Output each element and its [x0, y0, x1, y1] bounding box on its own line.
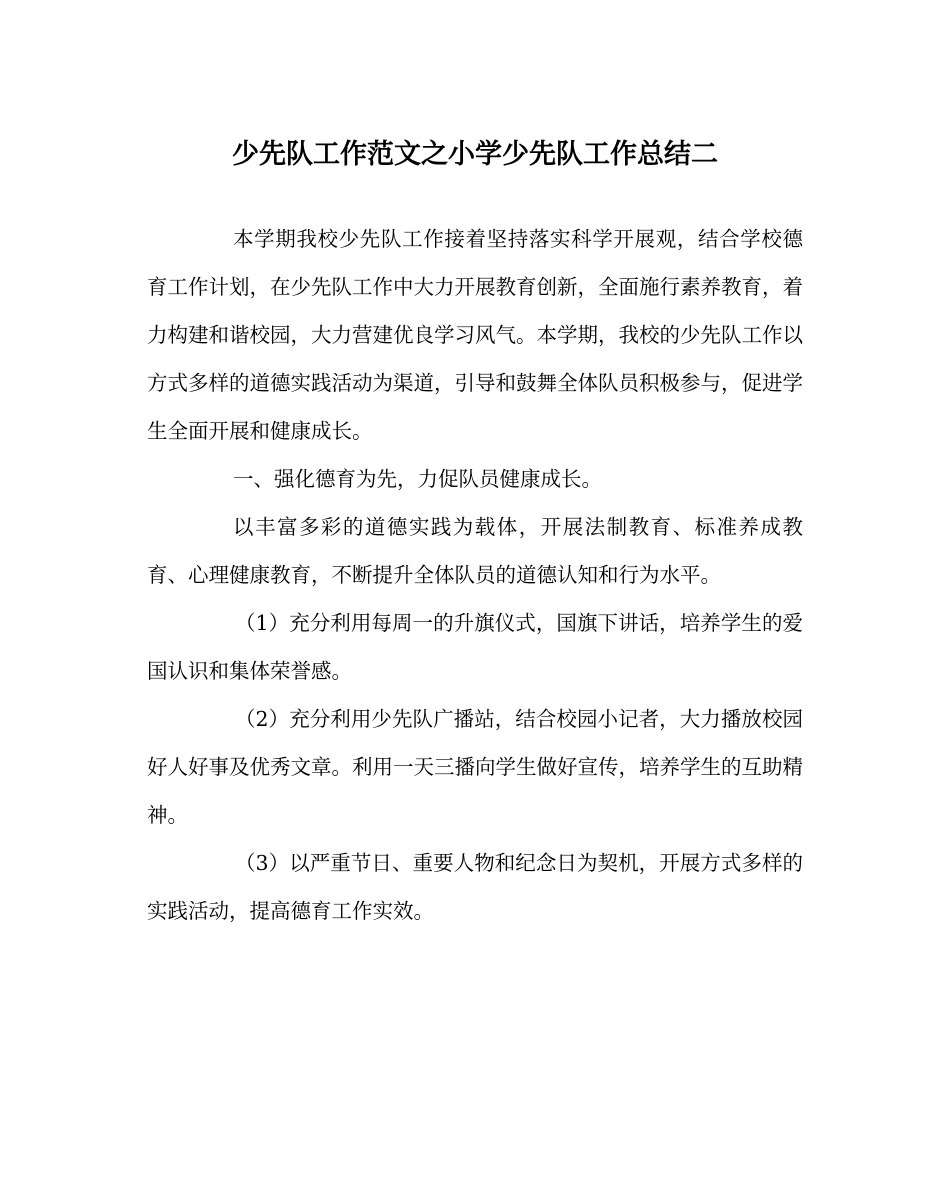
list-item-3: （3）以严重节日、重要人物和纪念日为契机，开展方式多样的实践活动，提高德育工作实效。 [147, 851, 803, 923]
list-item-2: （2）充分利用少先队广播站，结合校园小记者，大力播放校园好人好事及优秀文章。利用一天三播向学生做好宣传，培养学生的互助精神。 [147, 707, 803, 827]
paragraph-intro: 本学期我校少先队工作接着坚持落实科学开展观，结合学校德育工作计划，在少先队工作中大力开展教育创新，全面施行素养教育，着力构建和谐校园，大力营建优良学习风气。本学期，我校的少先队工作以方式多样的道德实践活动为渠道，引导和鼓舞全体队员积极参与，促进学生全面开展和健康成长。 [147, 227, 803, 443]
document-body [147, 215, 803, 935]
document-title: 少先队工作范文之小学少先队工作总结二 [232, 139, 718, 170]
paragraph-moral-practice: 以丰富多彩的道德实践为载体，开展法制教育、标准养成教育、心理健康教育，不断提升全体队员的道德认知和行为水平。 [147, 515, 803, 587]
list-item-1: （1）充分利用每周一的升旗仪式，国旗下讲话，培养学生的爱国认识和集体荣誉感。 [147, 611, 803, 683]
section-heading-1: 一、强化德育为先，力促队员健康成长。 [233, 467, 602, 491]
